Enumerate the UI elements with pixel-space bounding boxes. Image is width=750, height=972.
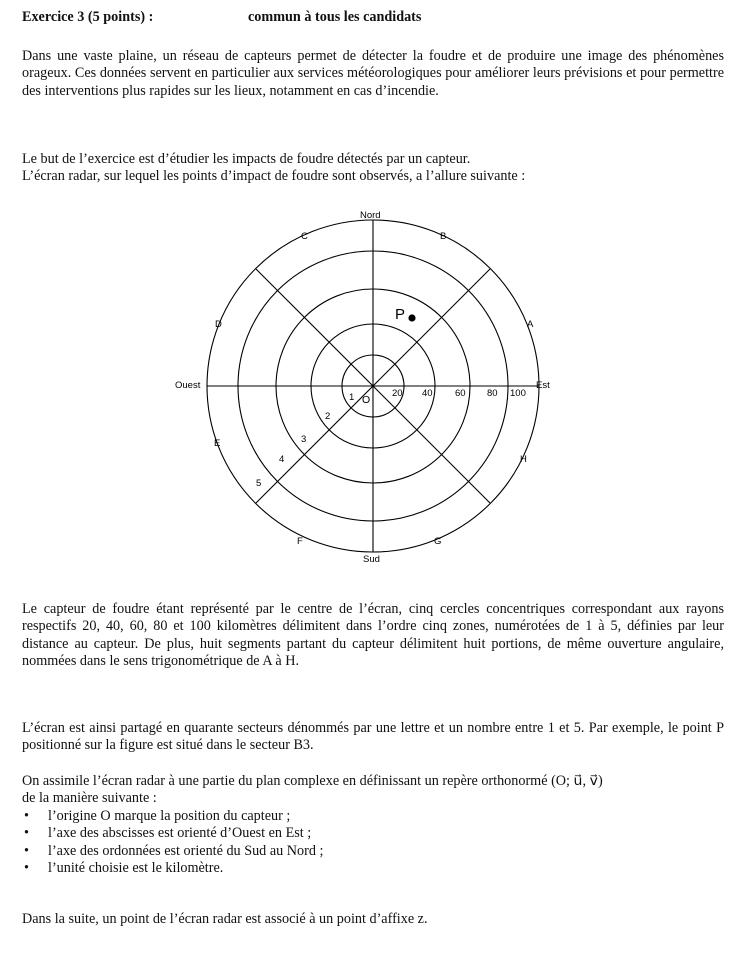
direction-north: Nord <box>360 210 381 221</box>
bullet-icon: • <box>24 808 29 824</box>
sector-letter-c: C <box>301 231 308 242</box>
point-p-dot <box>408 314 415 321</box>
bullet-icon: • <box>24 825 29 842</box>
radius-label-20: 20 <box>392 388 403 399</box>
sector-letter-b: B <box>440 231 447 242</box>
origin-label: O <box>362 394 371 406</box>
frame-line-2: de la manière suivante : <box>22 790 157 806</box>
point-p-label: P <box>395 306 406 323</box>
sector-letter-g: G <box>434 536 442 547</box>
direction-east: Est <box>536 380 550 391</box>
direction-west: Ouest <box>175 380 201 391</box>
zone-number-3: 3 <box>301 434 307 445</box>
description-paragraph: Le capteur de foudre étant représenté par le centre de l’écran, cinq cercles concentriques correspondant aux rayons respectifs 20, 40, 60, 80 et 100 kilomètres délimitent dans l’ordre cinq zones, numérotées de 1 à 5, définies par leur distance au capteur. De plus, huit segments partant du capteur délimitent huit portions, de même ouverture angulaire, nommées dans le sens trigonométrique de A à H. <box>22 601 724 669</box>
goal-line-1: Le but de l’exercice est d’étudier les impacts de foudre détectés par un capteur. <box>22 151 471 167</box>
sector-letter-f: F <box>297 536 303 547</box>
sector-letter-d: D <box>215 319 222 330</box>
conclusion-line: Dans la suite, un point de l’écran radar est associé à un point d’affixe z. <box>22 911 428 927</box>
goal-line-2: L’écran radar, sur lequel les points d’impact de foudre sont observés, a l’allure suivante : <box>22 168 526 184</box>
bullet-icon: • <box>24 859 29 876</box>
intro-paragraph: Dans une vaste plaine, un réseau de capteurs permet de détecter la foudre et de produire une image des phénomènes orageux. Ces données servent en particulier aux services météorologiques pour améliorer leurs prévisions et pour permettre des interventions plus rapides sur les lieux, notamment en cas d’incendie. <box>22 48 724 99</box>
sectors-paragraph: L’écran est ainsi partagé en quarante secteurs dénommés par une lettre et un nombre entre 1 et 5. Par exemple, le point P positionné sur la figure est situé dans le secteur B3. <box>22 720 724 754</box>
list-item: • l’unité choisie est le kilomètre. <box>24 859 224 876</box>
zone-number-2: 2 <box>325 411 331 422</box>
zone-number-5: 5 <box>256 478 262 489</box>
exercise-subtitle: commun à tous les candidats <box>248 9 422 25</box>
frame-line-1: On assimile l’écran radar à une partie du plan complexe en définissant un repère orthonormé (O; u⃗, v⃗) <box>22 773 603 789</box>
radius-label-60: 60 <box>455 388 466 399</box>
bullet-icon: • <box>24 842 29 859</box>
exercise-title: Exercice 3 (5 points) : <box>22 9 154 25</box>
sector-letter-a: A <box>527 319 534 330</box>
direction-south: Sud <box>363 554 380 565</box>
frame-definition-list <box>22 808 323 877</box>
radius-label-40: 40 <box>422 388 433 399</box>
sector-letter-h: H <box>520 454 527 465</box>
zone-number-4: 4 <box>279 454 285 465</box>
radius-label-80: 80 <box>487 388 498 399</box>
list-item: • l’origine O marque la position du capteur ; <box>24 808 291 824</box>
list-item: • l’axe des ordonnées est orienté du Sud au Nord ; <box>24 842 324 859</box>
zone-number-1: 1 <box>349 392 355 403</box>
sector-letter-e: E <box>214 438 221 449</box>
list-item: • l’axe des abscisses est orienté d’Ouest en Est ; <box>24 825 312 842</box>
radius-label-100: 100 <box>510 388 526 399</box>
radar-screen-figure <box>170 206 580 568</box>
